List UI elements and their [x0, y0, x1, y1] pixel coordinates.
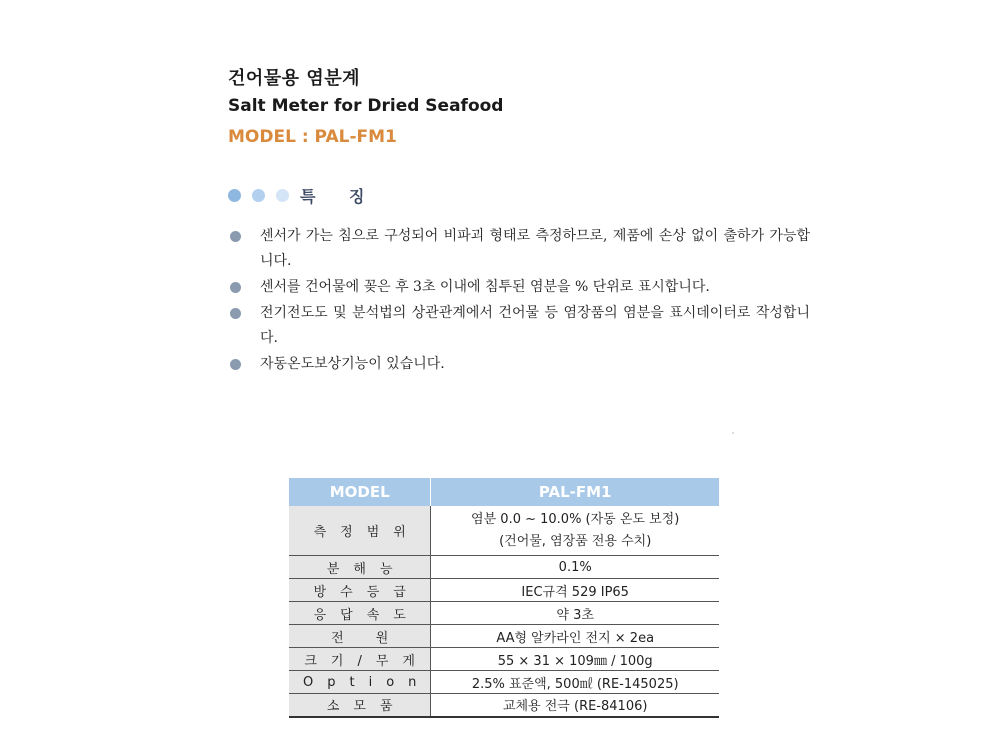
table-row	[289, 694, 719, 717]
features-heading	[228, 184, 378, 206]
row-label: 전 원	[289, 625, 431, 648]
row-value: 55 × 31 × 109㎜ / 100g	[431, 648, 719, 671]
row-label: Option	[289, 671, 431, 694]
table-row	[289, 602, 719, 625]
row-label: 측정범위	[289, 506, 431, 556]
list-item	[230, 301, 810, 351]
product-title-english: Salt Meter for Dried Seafood	[228, 96, 504, 116]
feature-text: 자동온도보상기능이 있습니다.	[260, 356, 445, 372]
row-value-line: 염분 0.0 ~ 10.0% (자동 온도 보정)	[471, 512, 680, 527]
bullet-icon	[230, 359, 241, 370]
table-row	[289, 556, 719, 579]
table-row	[289, 506, 719, 556]
table-header-value: PAL-FM1	[431, 478, 719, 506]
list-item	[230, 224, 810, 274]
row-label: 분해능	[289, 556, 431, 579]
spec-table	[289, 478, 719, 718]
row-value	[431, 506, 719, 556]
row-label: 소모품	[289, 694, 431, 717]
table-header-model: MODEL	[289, 478, 431, 506]
product-title-korean: 건어물용 염분계	[228, 68, 360, 89]
row-value: 교체용 전극 (RE-84106)	[431, 694, 719, 717]
features-title: 특 징	[300, 186, 379, 206]
feature-list	[230, 224, 810, 378]
row-label: 크기/무게	[289, 648, 431, 671]
table-row	[289, 648, 719, 671]
bullet-icon	[230, 308, 241, 319]
row-value: 0.1%	[431, 556, 719, 579]
list-item	[230, 352, 810, 377]
feature-text: 센서가 가는 침으로 구성되어 비파괴 형태로 측정하므로, 제품에 손상 없이 출하가 가능합니다.	[260, 228, 810, 269]
row-value: 2.5% 표준액, 500㎖ (RE-145025)	[431, 671, 719, 694]
table-row	[289, 625, 719, 648]
row-value: AA형 알카라인 전지 × 2ea	[431, 625, 719, 648]
row-value: 약 3초	[431, 602, 719, 625]
model-name: MODEL : PAL-FM1	[228, 127, 397, 147]
table-header-row	[289, 478, 719, 506]
row-label: 응답속도	[289, 602, 431, 625]
bullet-icon	[230, 231, 241, 242]
decorative-dot	[732, 432, 734, 434]
feature-text: 전기전도도 및 분석법의 상관관계에서 건어물 등 염장품의 염분을 표시데이터로 작성합니다.	[260, 305, 810, 346]
circle-icon	[276, 189, 289, 202]
row-value-line: (건어물, 염장품 전용 수치)	[499, 534, 652, 549]
row-value: IEC규격 529 IP65	[431, 579, 719, 602]
row-label: 방수등급	[289, 579, 431, 602]
table-row	[289, 671, 719, 694]
list-item	[230, 275, 810, 300]
feature-text: 센서를 건어물에 꽂은 후 3초 이내에 침투된 염분을 % 단위로 표시합니다.	[260, 279, 710, 295]
table-row	[289, 579, 719, 602]
circle-icon	[252, 189, 265, 202]
bullet-icon	[230, 282, 241, 293]
circle-icon	[228, 189, 241, 202]
